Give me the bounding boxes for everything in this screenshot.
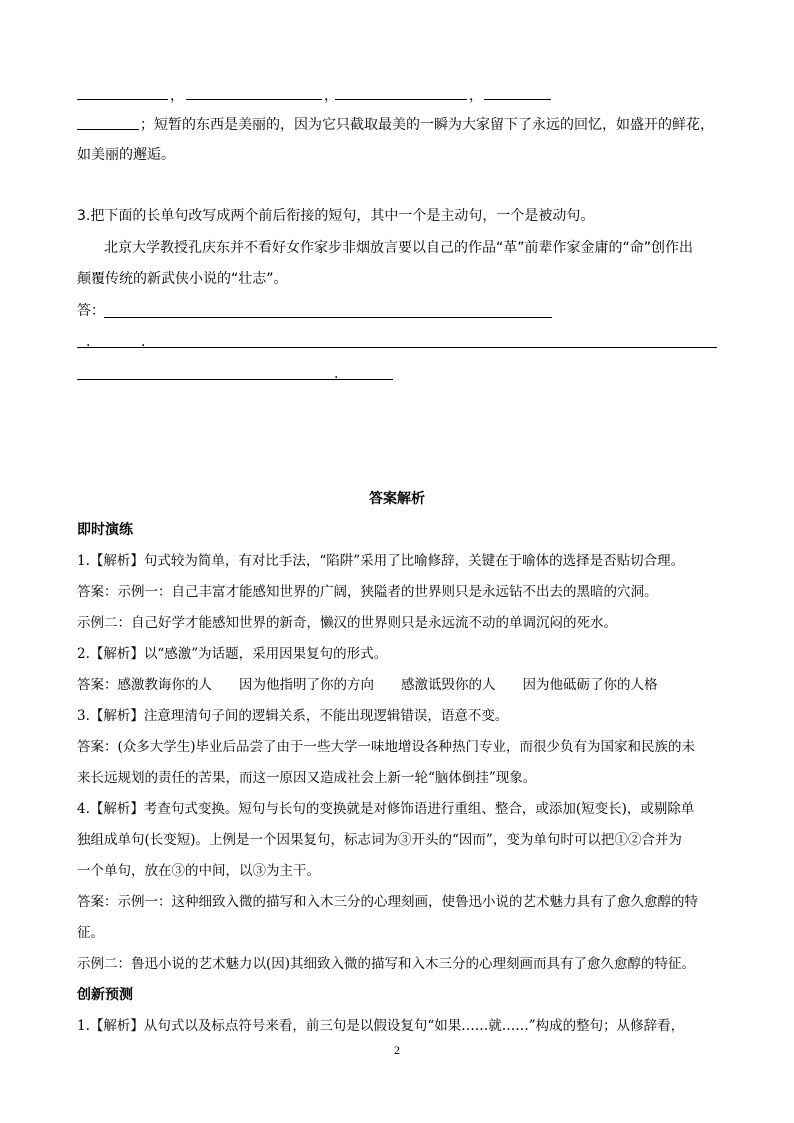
blank-separator: ， xyxy=(324,88,338,104)
answer-1-analysis: 1.【解析】句式较为简单，有对比手法，“陷阱”采用了比喻修辞，关键在于喻体的选择是否贴切合理。 xyxy=(77,553,685,569)
answer-3-analysis: 3.【解析】注意理清句子间的逻辑关系，不能出现逻辑错误，语意不变。 xyxy=(77,708,509,724)
answer-2-analysis: 2.【解析】以“感激”为话题，采用因果复句的形式。 xyxy=(77,646,388,662)
answer-line-1 xyxy=(104,317,552,318)
prediction-1-analysis: 1.【解析】从句式以及标点符号来看，前三句是以假设复句“如果……就……”构成的整句；从修辞看， xyxy=(77,1018,685,1034)
line-dot: . xyxy=(141,334,146,350)
blank-line-3 xyxy=(335,99,467,100)
line-dot: . xyxy=(86,334,91,350)
section-title: 答案解析 xyxy=(369,491,425,507)
question-3-body: 北京大学教授孔庆东并不看好女作家步非烟放言要以自己的作品“革”前辈作家金庸的“命”创作出 xyxy=(104,240,694,256)
blank-separator: ， xyxy=(469,88,483,104)
answer-line-3 xyxy=(77,379,393,380)
answer-3-answer-cont: 来长远规划的责任的苦果，而这一原因又造成社会上新一轮“脑体倒挂”现象。 xyxy=(77,770,537,786)
subsection-title: 创新预测 xyxy=(77,987,133,1003)
answer-3-answer: 答案：(众多大学生)毕业后品尝了由于一些大学一味地增设各种热门专业，而很少负有为国家和民族的未 xyxy=(77,739,696,755)
blank-line-5 xyxy=(77,129,139,130)
answer-line-2 xyxy=(77,347,717,348)
question-2-text: ；短暂的东西是美丽的，因为它只截取最美的一瞬为大家留下了永远的回忆，如盛开的鲜花， xyxy=(140,117,714,133)
answer-4-analysis-cont: 独组成单句(长变短)。上例是一个因果复句，标志词为③开头的“因而”，变为单句时可以把①②合并为 xyxy=(77,832,682,848)
question-3-body-cont: 颠覆传统的新武侠小说的“壮志”。 xyxy=(77,271,288,287)
blank-separator: ， xyxy=(170,88,184,104)
blank-line-4 xyxy=(484,99,551,100)
question-3-title: 3.把下面的长单句改写成两个前后衔接的短句，其中一个是主动句，一个是被动句。 xyxy=(77,208,595,224)
answer-4-example-1: 答案：示例一：这种细致入微的描写和入木三分的心理刻画，使鲁迅小说的艺术魅力具有了愈久愈醇的特 xyxy=(77,894,698,910)
answer-1-example-2: 示例二：自己好学才能感知世界的新奇，懒汉的世界则只是永远流不动的单调沉闷的死水。 xyxy=(77,615,617,631)
page-number: 2 xyxy=(394,1043,400,1057)
answer-4-analysis-cont: 一个单句，放在③的中间，以③为主干。 xyxy=(77,863,320,879)
question-2-text-cont: 如美丽的邂逅。 xyxy=(77,147,175,163)
answer-4-example-1-cont: 征。 xyxy=(77,925,104,941)
answer-4-example-2: 示例二：鲁迅小说的艺术魅力以(因)其细致入微的描写和入木三分的心理刻画而具有了愈久愈醇的特征。 xyxy=(77,956,696,972)
subsection-title: 即时演练 xyxy=(77,522,133,538)
answer-4-analysis: 4.【解析】考查句式变换。短句与长句的变换就是对修饰语进行重组、整合，或添加(短变长)，或剔除单 xyxy=(77,801,695,817)
answer-1-example-1: 答案：示例一：自己丰富才能感知世界的广阔，狭隘者的世界则只是永远钻不出去的黑暗的穴洞。 xyxy=(77,584,658,600)
line-dot: . xyxy=(334,366,339,382)
blank-line-2 xyxy=(186,99,322,100)
answer-2-answer: 答案：感激教诲你的人 因为他指明了你的方向 感激诋毁你的人 因为他砥砺了你的人格 xyxy=(77,677,658,693)
answer-label: 答： xyxy=(77,303,105,319)
blank-line-1 xyxy=(77,99,168,100)
